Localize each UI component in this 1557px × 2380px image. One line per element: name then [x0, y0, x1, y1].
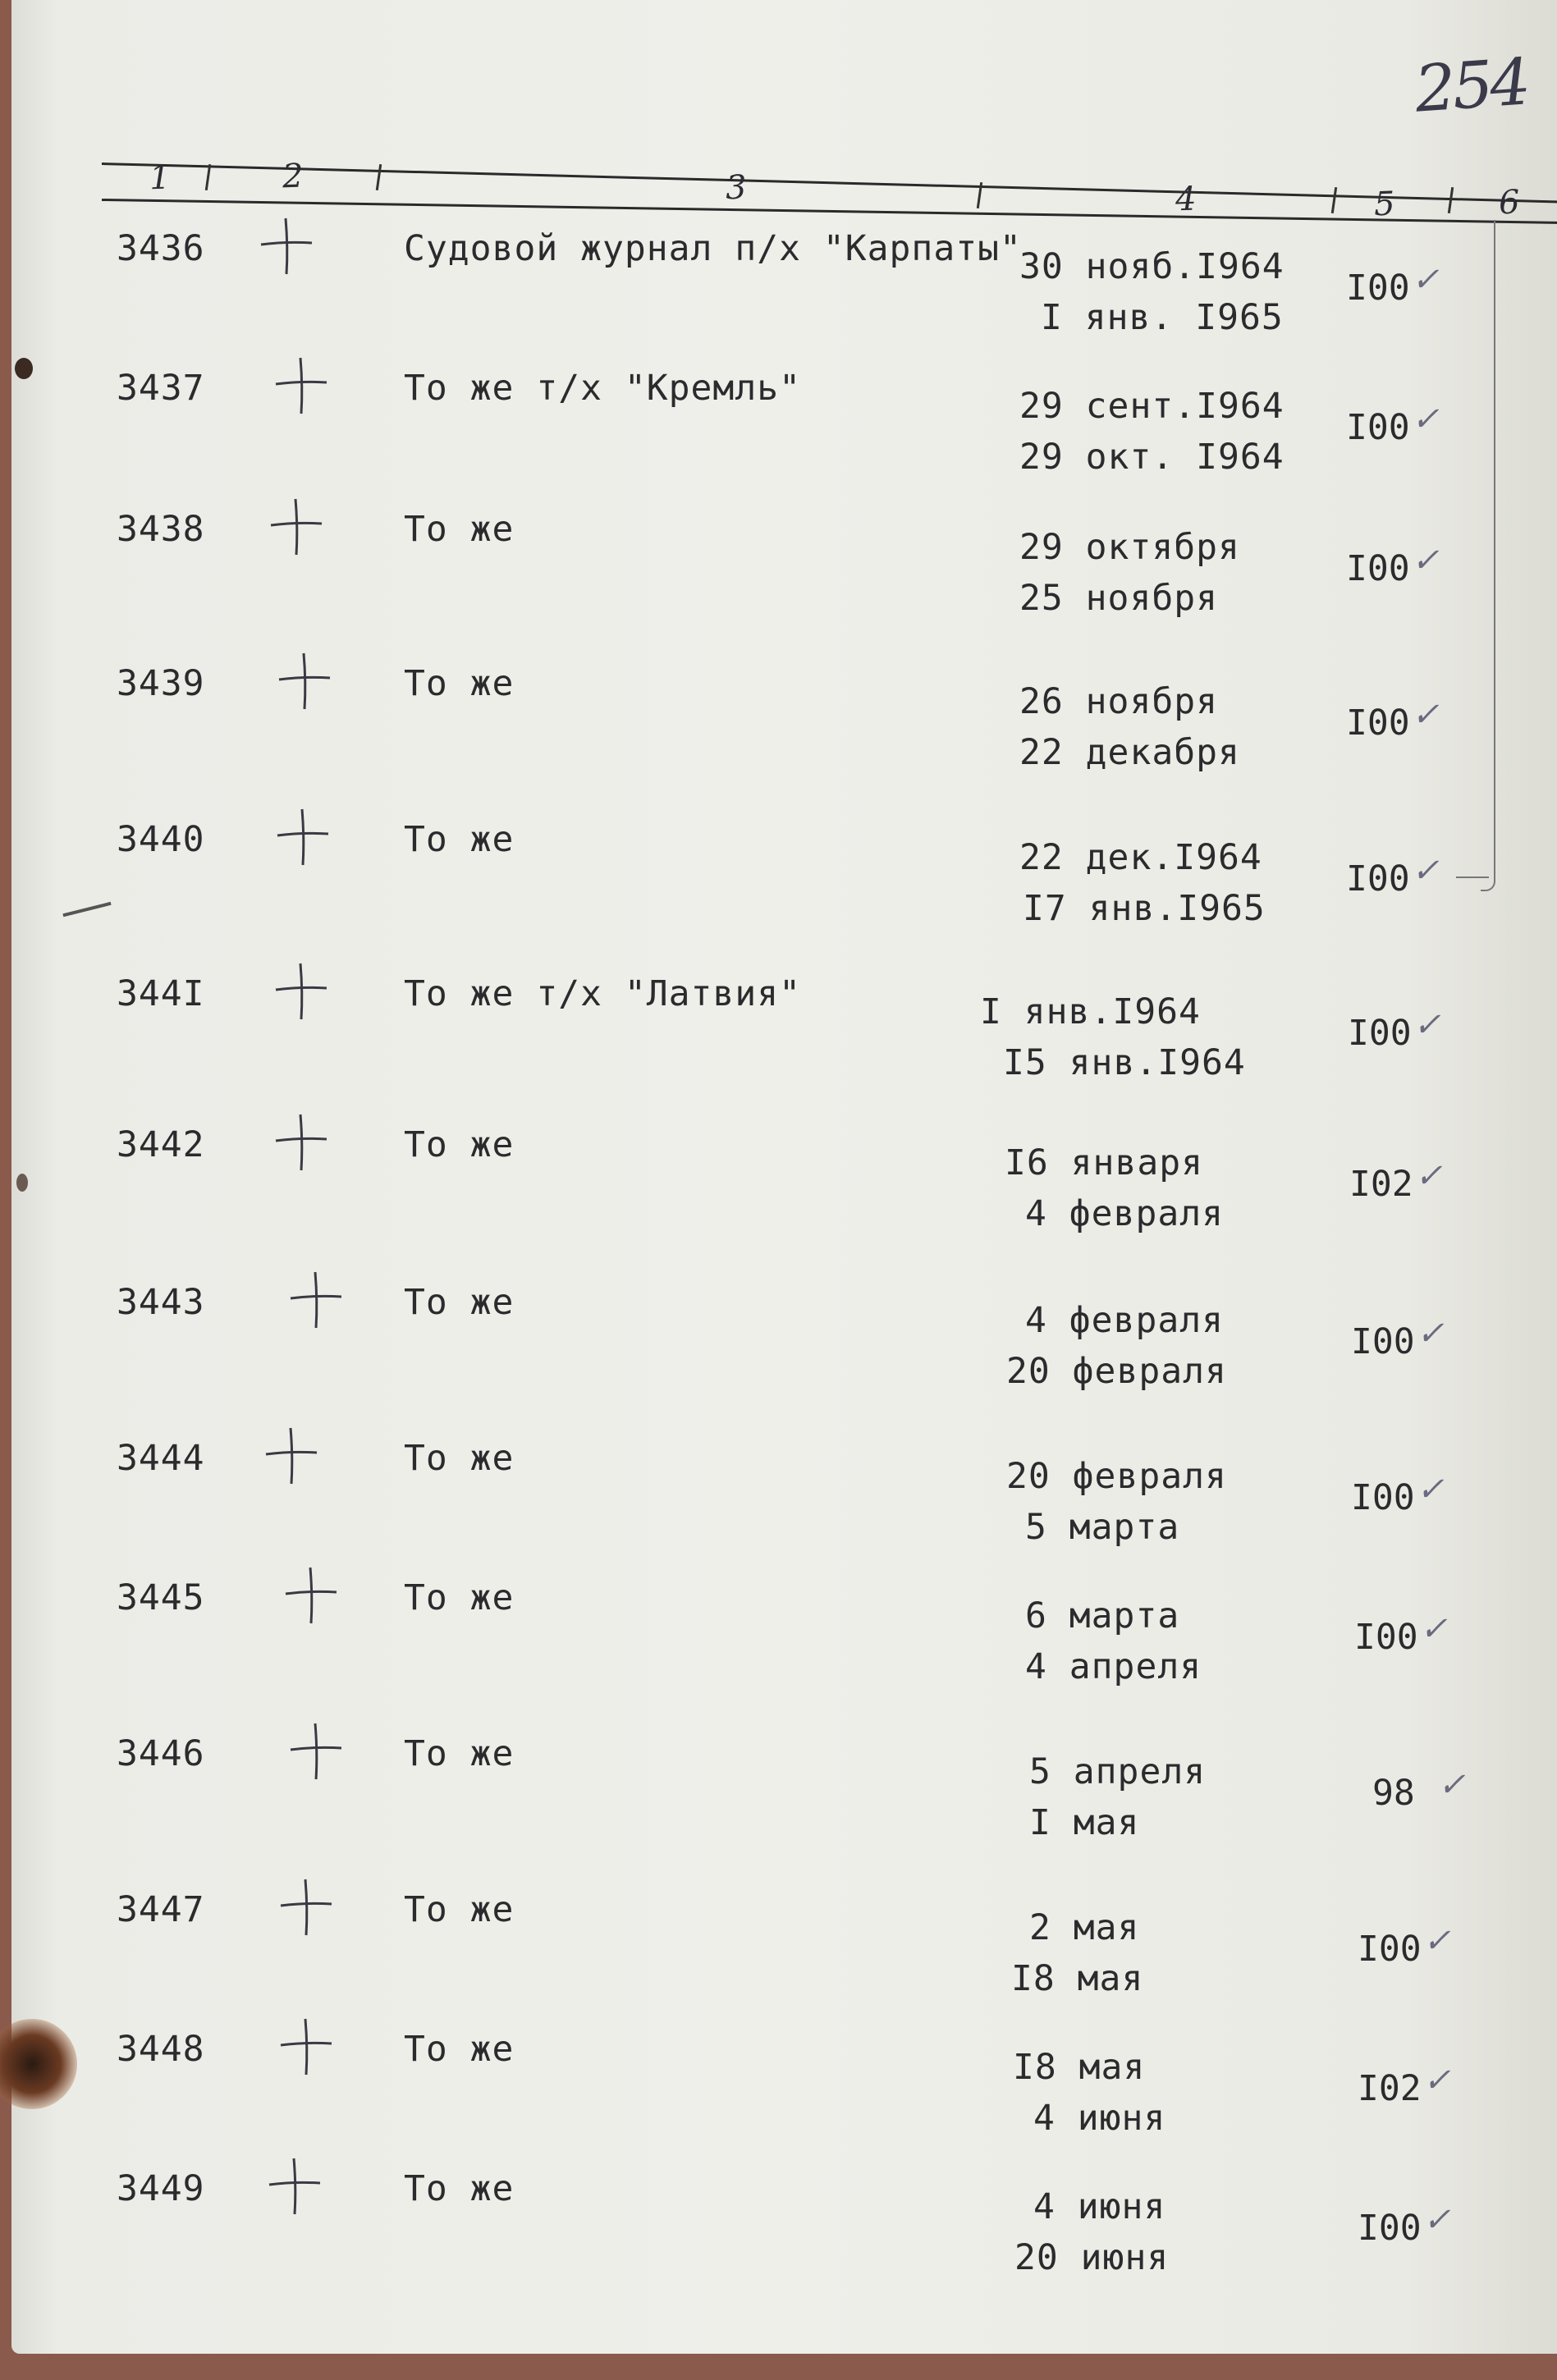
sheet-count: I02: [1349, 1164, 1413, 1205]
sheet-count: I02: [1358, 2068, 1422, 2109]
date-end: I янв. I965: [1041, 297, 1284, 338]
pencil-check-mark: ✓: [1423, 2201, 1451, 2239]
date-start: I8 мая: [1013, 2047, 1146, 2088]
column-number-3: 3: [725, 168, 748, 208]
date-start: 2 мая: [1029, 1907, 1140, 1948]
date-end: I мая: [1029, 1802, 1140, 1843]
plus-mark-icon: [287, 1266, 345, 1331]
plus-mark-icon: [272, 351, 330, 417]
date-start: 20 февраля: [1006, 1456, 1227, 1497]
sheet-count: I00: [1358, 1929, 1422, 1970]
table-row: [11, 228, 1557, 376]
date-start: 22 дек.I964: [1019, 837, 1262, 878]
date-start: 4 июня: [1033, 2186, 1166, 2227]
date-start: 4 февраля: [1025, 1300, 1224, 1341]
pencil-check-mark: ✓: [1412, 400, 1440, 438]
column-number-4: 4: [1175, 180, 1198, 219]
item-title: То же: [404, 1124, 515, 1165]
column-divider: [1331, 187, 1337, 213]
sheet-count: I00: [1354, 1617, 1418, 1658]
item-title: То же: [404, 1733, 515, 1774]
column-divider: [376, 164, 382, 190]
item-number: 344I: [117, 973, 205, 1014]
plus-mark-icon: [282, 1561, 340, 1627]
item-title: То же: [404, 1438, 515, 1479]
item-number: 3437: [117, 368, 205, 409]
date-start: 29 сент.I964: [1019, 386, 1285, 427]
item-number: 3442: [117, 1124, 205, 1165]
date-start: I янв.I964: [980, 991, 1201, 1032]
column-number-5: 5: [1373, 185, 1396, 224]
table-row: [11, 819, 1557, 967]
pencil-check-mark: ✓: [1412, 696, 1440, 734]
item-title: То же т/х "Латвия": [404, 973, 801, 1014]
date-start: 6 марта: [1025, 1595, 1180, 1636]
item-number: 3443: [117, 1282, 205, 1323]
pencil-check-mark: ✓: [1423, 1922, 1451, 1960]
plus-mark-icon: [268, 492, 325, 558]
sheet-count: I00: [1346, 268, 1410, 309]
date-end: 20 июня: [1014, 2237, 1170, 2278]
table-row: [11, 509, 1557, 657]
item-number: 3446: [117, 1733, 205, 1774]
item-number: 3447: [117, 1889, 205, 1930]
table-row: [11, 973, 1557, 1121]
date-end: I5 янв.I964: [1003, 1042, 1246, 1083]
date-end: 4 апреля: [1025, 1646, 1202, 1687]
pencil-check-mark: ✓: [1412, 852, 1440, 890]
item-number: 3439: [117, 663, 205, 704]
date-start: I6 января: [1005, 1142, 1203, 1183]
pencil-check-mark: ✓: [1417, 1471, 1445, 1508]
plus-mark-icon: [277, 1873, 335, 1938]
plus-mark-icon: [287, 1717, 345, 1783]
item-title: То же: [404, 663, 515, 704]
table-row: [11, 1124, 1557, 1272]
date-end: I7 янв.I965: [1023, 888, 1266, 929]
pencil-check-mark: ✓: [1413, 1006, 1441, 1044]
table-row: [11, 368, 1557, 515]
item-title: То же: [404, 819, 515, 860]
column-number-1: 1: [149, 158, 172, 198]
archive-page: [11, 0, 1557, 2354]
item-number: 3445: [117, 1577, 205, 1618]
item-title: То же: [404, 1889, 515, 1930]
pencil-check-mark: ✓: [1423, 2062, 1451, 2099]
table-row: [11, 1577, 1557, 1725]
plus-mark-icon: [272, 1108, 330, 1174]
table-row: [11, 1438, 1557, 1586]
table-row: [11, 2168, 1557, 2316]
date-end: I8 мая: [1011, 1958, 1144, 1999]
item-number: 3444: [117, 1438, 205, 1479]
pencil-check-mark: ✓: [1438, 1766, 1466, 1804]
page-number: 254: [1413, 45, 1530, 127]
sheet-count: I00: [1351, 1321, 1415, 1362]
sheet-count: I00: [1348, 1013, 1412, 1054]
plus-mark-icon: [277, 2012, 335, 2078]
pencil-check-mark: ✓: [1412, 542, 1440, 579]
sheet-count: I00: [1358, 2208, 1422, 2249]
pencil-check-mark: ✓: [1417, 1315, 1445, 1352]
table-row: [11, 663, 1557, 811]
column-number-2: 2: [282, 157, 305, 196]
table-row: [11, 1733, 1557, 1881]
sheet-count: I00: [1346, 407, 1410, 448]
sheet-count: I00: [1346, 703, 1410, 744]
plus-mark-icon: [276, 647, 333, 712]
item-title: То же: [404, 1577, 515, 1618]
date-end: 22 декабря: [1019, 732, 1240, 773]
pencil-check-mark: ✓: [1412, 261, 1440, 299]
date-start: 26 ноября: [1019, 681, 1218, 722]
date-end: 20 февраля: [1006, 1351, 1227, 1392]
sheet-count: 98: [1372, 1773, 1415, 1814]
date-end: 25 ноября: [1019, 578, 1218, 619]
header-bottom-rule: [102, 199, 1557, 224]
pencil-check-mark: ✓: [1415, 1157, 1443, 1195]
column-divider: [205, 164, 211, 190]
date-end: 4 февраля: [1025, 1193, 1224, 1234]
item-number: 3449: [117, 2168, 205, 2209]
item-title: Судовой журнал п/х "Карпаты": [404, 228, 1022, 269]
item-title: То же: [404, 509, 515, 550]
table-row: [11, 1282, 1557, 1430]
item-title: То же: [404, 1282, 515, 1323]
date-end: 4 июня: [1033, 2098, 1166, 2139]
item-title: То же т/х "Кремль": [404, 368, 801, 409]
plus-mark-icon: [272, 957, 330, 1023]
pencil-check-mark: ✓: [1420, 1610, 1448, 1648]
plus-mark-icon: [263, 1421, 320, 1487]
date-start: 29 октября: [1019, 527, 1240, 568]
date-start: 30 нояб.I964: [1019, 246, 1285, 287]
date-end: 5 марта: [1025, 1507, 1180, 1548]
date-end: 29 окт. I964: [1019, 437, 1285, 478]
sheet-count: I00: [1351, 1477, 1415, 1518]
header-top-rule: [102, 162, 1557, 204]
item-number: 3438: [117, 509, 205, 550]
item-title: То же: [404, 2168, 515, 2209]
column-number-6: 6: [1498, 183, 1521, 222]
table-row: [11, 1889, 1557, 2037]
date-start: 5 апреля: [1029, 1751, 1207, 1792]
plus-mark-icon: [266, 2152, 323, 2218]
plus-mark-icon: [274, 803, 332, 868]
item-number: 3440: [117, 819, 205, 860]
sheet-count: I00: [1346, 548, 1410, 589]
sheet-count: I00: [1346, 858, 1410, 899]
item-title: То же: [404, 2029, 515, 2070]
item-number: 3448: [117, 2029, 205, 2070]
item-number: 3436: [117, 228, 205, 269]
plus-mark-icon: [258, 212, 315, 277]
table-row: [11, 2029, 1557, 2176]
